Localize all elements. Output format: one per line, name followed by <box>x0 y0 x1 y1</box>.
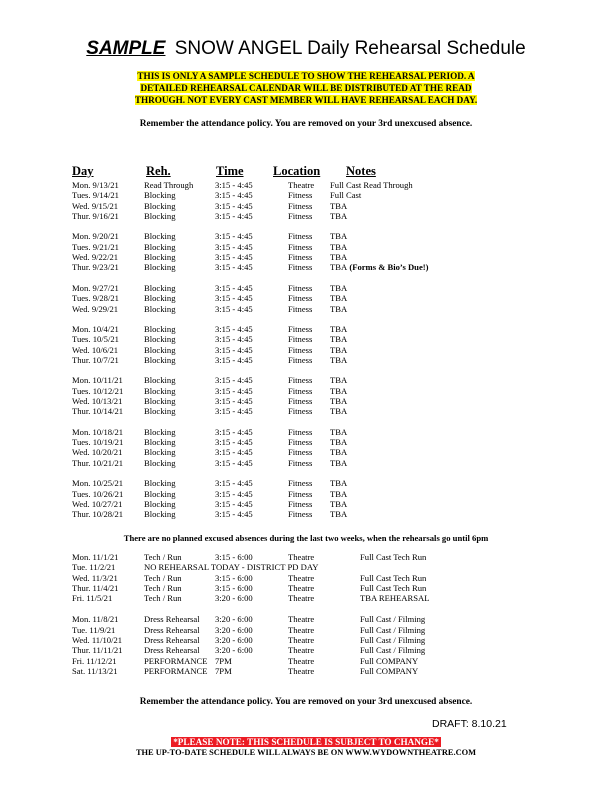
row-rehearsal: PERFORMANCE <box>144 655 208 666</box>
row-notes-text: TBA <box>330 231 348 242</box>
row-location: Fitness <box>288 211 313 221</box>
row-location: Fitness <box>288 262 313 273</box>
row-notes-text: TBA <box>330 252 348 263</box>
row-location: Theatre <box>288 593 315 604</box>
row-time: 3:15 - 6:00 <box>215 572 253 583</box>
row-notes-text: TBA <box>330 375 348 386</box>
row-location: Fitness <box>288 282 313 293</box>
row-rehearsal: NO REHEARSAL TODAY - DISTRICT PD DAY <box>144 562 319 573</box>
row-time: 3:20 - 6:00 <box>215 624 253 635</box>
row-location: Theatre <box>288 572 315 583</box>
row-time: 3:15 - 4:45 <box>215 375 253 386</box>
row-location: Fitness <box>288 334 313 345</box>
schedule-row <box>0 406 612 417</box>
row-notes-text: Full Cast Tech Run <box>360 572 427 583</box>
row-rehearsal: Blocking <box>144 334 176 345</box>
title-text: SNOW ANGEL Daily Rehearsal Schedule <box>174 38 526 59</box>
schedule-row <box>0 447 612 458</box>
title-sample: SAMPLE <box>86 38 166 59</box>
schedule-row <box>0 499 612 510</box>
row-rehearsal: Tech / Run <box>144 572 182 583</box>
row-rehearsal: Dress Rehearsal <box>144 624 200 635</box>
schedule-row <box>0 211 612 222</box>
row-notes-text: TBA <box>330 344 348 355</box>
row-rehearsal: Read Through <box>144 180 194 190</box>
row-notes-text: TBA REHEARSAL <box>360 593 430 604</box>
row-notes-text: TBA <box>330 406 348 417</box>
row-day: Fri. 11/5/21 <box>72 593 113 604</box>
row-location: Theatre <box>288 655 315 666</box>
schedule-row <box>0 355 612 366</box>
row-time: 3:15 - 4:45 <box>215 211 253 221</box>
row-location: Theatre <box>288 665 315 676</box>
row-day: Thur. 10/7/21 <box>72 354 119 365</box>
row-location: Fitness <box>288 426 313 437</box>
row-day: Mon. 10/25/21 <box>72 478 124 489</box>
schedule-row <box>0 562 612 573</box>
row-rehearsal: Blocking <box>144 375 176 386</box>
draft-date: DRAFT: 8.10.21 <box>432 718 507 730</box>
row-day: Thur. 10/28/21 <box>72 509 124 520</box>
schedule-row <box>0 283 612 294</box>
change-notice-text: *PLEASE NOTE: THIS SCHEDULE IS SUBJECT TO CHANGE* <box>173 737 439 747</box>
row-location: Theatre <box>288 552 315 562</box>
row-notes-due: (Forms & Bio’s Due!) <box>347 262 429 273</box>
row-time: 3:15 - 4:45 <box>215 293 253 304</box>
row-time: 3:15 - 6:00 <box>215 583 253 593</box>
row-notes-text: TBA <box>330 385 348 396</box>
website-note: THE UP-TO-DATE SCHEDULE WILL ALWAYS BE ON WWW.WYDOWNTHEATRE.COM <box>135 748 477 757</box>
row-day: Wed. 9/22/21 <box>72 252 119 263</box>
row-day: Fri. 11/12/21 <box>72 655 117 666</box>
row-location: Theatre <box>288 645 315 656</box>
row-day: Thur. 11/11/21 <box>72 645 123 656</box>
schedule-row <box>0 231 612 242</box>
row-notes <box>330 304 347 315</box>
row-location: Fitness <box>288 190 313 201</box>
notice-line: DETAILED REHEARSAL CALENDAR WILL BE DISTRIBUTED AT THE READ <box>140 83 472 93</box>
attendance-policy-top: Remember the attendance policy. You are removed on your 3rd unexcused absence. <box>139 119 473 129</box>
row-notes <box>330 324 347 335</box>
row-location: Fitness <box>288 498 313 509</box>
row-day: Wed. 11/10/21 <box>72 634 123 645</box>
row-time: 3:15 - 4:45 <box>215 426 253 437</box>
row-rehearsal: Dress Rehearsal <box>144 634 200 645</box>
row-time: 3:15 - 4:45 <box>215 180 253 190</box>
row-location: Theatre <box>288 583 315 593</box>
row-day: Sat. 11/13/21 <box>72 665 118 676</box>
row-rehearsal: Blocking <box>144 241 176 252</box>
row-notes-text: TBA <box>330 509 348 520</box>
row-rehearsal: Blocking <box>144 426 176 437</box>
row-rehearsal: Blocking <box>144 211 176 221</box>
schedule-row <box>0 645 612 656</box>
page-title <box>0 38 612 60</box>
row-location: Fitness <box>288 375 313 386</box>
row-day: Tues. 10/19/21 <box>72 437 124 448</box>
row-notes-text: Full COMPANY <box>360 665 419 676</box>
row-day: Thur. 10/21/21 <box>72 457 124 468</box>
row-location: Fitness <box>288 303 313 314</box>
row-day: Mon. 10/11/21 <box>72 375 123 386</box>
row-day: Wed. 10/27/21 <box>72 498 123 509</box>
row-time: 3:15 - 4:45 <box>215 457 253 468</box>
row-location: Fitness <box>288 478 313 489</box>
row-rehearsal: Blocking <box>144 478 176 489</box>
row-location: Fitness <box>288 437 313 448</box>
row-notes-text: TBA <box>330 282 348 293</box>
row-rehearsal: Blocking <box>144 190 176 201</box>
sample-notice <box>100 70 512 106</box>
row-location: Fitness <box>288 293 313 304</box>
row-notes-text: TBA <box>330 478 348 489</box>
row-location: Fitness <box>288 241 313 252</box>
row-notes-text: TBA <box>330 241 348 252</box>
row-notes-text: Full Cast Read Through <box>330 180 413 190</box>
row-notes-text: Full COMPANY <box>360 655 419 666</box>
row-rehearsal: Tech / Run <box>144 552 182 562</box>
row-day: Wed. 10/20/21 <box>72 447 123 458</box>
header-reh: Reh. <box>146 164 171 178</box>
row-location: Fitness <box>288 457 313 468</box>
schedule-row <box>0 262 612 273</box>
row-notes-text: Full Cast / Filming <box>360 624 426 635</box>
row-notes <box>330 355 347 366</box>
row-day: Mon. 9/20/21 <box>72 231 119 242</box>
row-time: 3:15 - 4:45 <box>215 200 253 211</box>
row-rehearsal: Blocking <box>144 252 176 263</box>
row-notes-text: Full Cast / Filming <box>360 614 426 625</box>
row-time: 3:15 - 4:45 <box>215 498 253 509</box>
row-notes-text: TBA <box>330 293 348 304</box>
row-day: Thur. 9/16/21 <box>72 211 119 221</box>
row-time: 7PM <box>215 665 232 676</box>
row-notes-text: TBA <box>330 262 348 273</box>
row-notes-text: TBA <box>330 437 348 448</box>
row-notes-text: TBA <box>330 457 348 468</box>
row-location: Fitness <box>288 509 313 520</box>
row-time: 3:15 - 4:45 <box>215 241 253 252</box>
row-notes-text: Full Cast / Filming <box>360 634 426 645</box>
excused-absence-note: There are no planned excused absences during the last two weeks, when the rehearsals go until 6pm <box>123 533 489 543</box>
row-rehearsal: Blocking <box>144 509 176 520</box>
row-time: 3:15 - 4:45 <box>215 478 253 489</box>
schedule-row <box>0 666 612 677</box>
row-day: Wed. 10/6/21 <box>72 344 119 355</box>
row-day: Mon. 11/8/21 <box>72 614 119 625</box>
row-notes-text: TBA <box>330 303 348 314</box>
row-rehearsal: Blocking <box>144 488 176 499</box>
row-location: Fitness <box>288 200 313 211</box>
row-rehearsal: Blocking <box>144 344 176 355</box>
row-location: Theatre <box>288 180 315 190</box>
row-location: Fitness <box>288 354 313 365</box>
row-rehearsal: Blocking <box>144 396 176 406</box>
row-day: Wed. 9/29/21 <box>72 303 119 314</box>
row-notes <box>330 231 347 242</box>
row-time: 3:15 - 4:45 <box>215 323 253 334</box>
row-notes <box>330 509 347 520</box>
row-rehearsal: Tech / Run <box>144 593 182 604</box>
row-time: 3:15 - 4:45 <box>215 447 253 458</box>
row-notes <box>330 406 347 417</box>
schedule-row <box>0 458 612 469</box>
row-day: Thur. 9/23/21 <box>72 262 119 273</box>
row-location: Fitness <box>288 406 313 417</box>
row-rehearsal: Blocking <box>144 262 176 273</box>
row-rehearsal: Blocking <box>144 303 176 314</box>
row-day: Tue. 11/9/21 <box>72 624 116 635</box>
attendance-policy-bottom: Remember the attendance policy. You are removed on your 3rd unexcused absence. <box>139 697 473 707</box>
row-location: Theatre <box>288 624 315 635</box>
row-location: Theatre <box>288 614 315 625</box>
header-location: Location <box>273 164 321 178</box>
row-notes <box>330 190 361 201</box>
header-notes: Notes <box>346 164 376 178</box>
row-day: Mon. 9/13/21 <box>72 180 119 190</box>
row-time: 3:15 - 4:45 <box>215 231 253 242</box>
row-rehearsal: Blocking <box>144 200 176 211</box>
row-notes-text: TBA <box>330 426 348 437</box>
row-rehearsal: Blocking <box>144 406 176 417</box>
schedule-row <box>0 304 612 315</box>
row-time: 3:20 - 6:00 <box>215 614 253 625</box>
row-location: Fitness <box>288 231 313 242</box>
row-rehearsal: Blocking <box>144 323 176 334</box>
row-time: 3:20 - 6:00 <box>215 645 253 656</box>
row-time: 3:15 - 4:45 <box>215 488 253 499</box>
row-rehearsal: Blocking <box>144 498 176 509</box>
row-notes <box>360 593 429 604</box>
row-day: Tues. 9/21/21 <box>72 241 119 252</box>
row-time: 3:15 - 4:45 <box>215 354 253 365</box>
row-location: Fitness <box>288 488 313 499</box>
notice-line: THIS IS ONLY A SAMPLE SCHEDULE TO SHOW THE REHEARSAL PERIOD. A <box>137 71 475 81</box>
row-time: 3:20 - 6:00 <box>215 634 253 645</box>
header-time: Time <box>216 164 244 178</box>
row-rehearsal: Blocking <box>144 437 176 448</box>
row-rehearsal: PERFORMANCE <box>144 665 208 676</box>
row-day: Thur. 10/14/21 <box>72 406 124 417</box>
row-notes-text: TBA <box>330 323 348 334</box>
row-notes <box>330 283 347 294</box>
row-rehearsal: Blocking <box>144 354 176 365</box>
row-location: Fitness <box>288 323 313 334</box>
row-time: 3:15 - 4:45 <box>215 252 253 263</box>
row-location: Fitness <box>288 252 313 263</box>
row-time: 3:15 - 4:45 <box>215 303 253 314</box>
row-time: 3:15 - 4:45 <box>215 406 253 417</box>
row-day: Wed. 9/15/21 <box>72 200 119 211</box>
row-notes <box>330 499 347 510</box>
row-notes-text: TBA <box>330 334 348 345</box>
row-notes-text: TBA <box>330 354 348 365</box>
schedule-row <box>0 593 612 604</box>
row-rehearsal: Blocking <box>144 457 176 468</box>
row-rehearsal: Tech / Run <box>144 583 182 593</box>
row-time: 3:15 - 4:45 <box>215 509 253 520</box>
row-rehearsal: Blocking <box>144 293 176 304</box>
schedule-row <box>0 509 612 520</box>
row-notes-text: TBA <box>330 488 348 499</box>
row-rehearsal: Blocking <box>144 282 176 293</box>
row-time: 7PM <box>215 655 232 666</box>
row-notes-text: TBA <box>330 396 348 406</box>
row-rehearsal: Blocking <box>144 385 176 396</box>
row-notes <box>330 262 429 273</box>
notice-line: THROUGH. NOT EVERY CAST MEMBER WILL HAVE REHEARSAL EACH DAY. <box>134 95 478 105</box>
row-time: 3:15 - 4:45 <box>215 437 253 448</box>
row-day: Mon. 9/27/21 <box>72 282 119 293</box>
row-time: 3:20 - 6:00 <box>215 593 253 604</box>
row-location: Fitness <box>288 396 313 406</box>
row-rehearsal: Dress Rehearsal <box>144 645 200 656</box>
row-time: 3:15 - 4:45 <box>215 334 253 345</box>
row-time: 3:15 - 4:45 <box>215 282 253 293</box>
row-day: Tues. 9/28/21 <box>72 293 119 304</box>
row-location: Fitness <box>288 344 313 355</box>
row-notes-text: Full Cast Tech Run <box>360 552 427 562</box>
schedule-row <box>0 324 612 335</box>
row-rehearsal: Blocking <box>144 231 176 242</box>
row-notes <box>360 666 418 677</box>
row-notes-text: Full Cast Tech Run <box>360 583 427 593</box>
row-day: Wed. 10/13/21 <box>72 396 123 406</box>
row-day: Wed. 11/3/21 <box>72 572 118 583</box>
header-day: Day <box>72 164 94 178</box>
row-day: Mon. 11/1/21 <box>72 552 119 562</box>
row-rehearsal: Dress Rehearsal <box>144 614 200 625</box>
row-time: 3:15 - 6:00 <box>215 552 253 562</box>
row-notes-text: Full Cast <box>330 190 362 201</box>
row-location: Fitness <box>288 385 313 396</box>
row-notes <box>330 447 347 458</box>
row-location: Theatre <box>288 634 315 645</box>
row-notes <box>360 645 425 656</box>
row-location: Fitness <box>288 447 313 458</box>
schedule-row <box>0 190 612 201</box>
row-day: Tues. 10/26/21 <box>72 488 124 499</box>
row-notes-text: TBA <box>330 498 348 509</box>
row-day: Tue. 11/2/21 <box>72 562 116 573</box>
row-time: 3:15 - 4:45 <box>215 385 253 396</box>
row-time: 3:15 - 4:45 <box>215 262 253 273</box>
row-time: 3:15 - 4:45 <box>215 344 253 355</box>
row-time: 3:15 - 4:45 <box>215 190 253 201</box>
row-notes <box>330 211 347 222</box>
row-rehearsal: Blocking <box>144 447 176 458</box>
row-notes-text: TBA <box>330 447 348 458</box>
row-day: Tues. 9/14/21 <box>72 190 119 201</box>
row-day: Thur. 11/4/21 <box>72 583 119 593</box>
row-notes-text: TBA <box>330 200 348 211</box>
row-time: 3:15 - 4:45 <box>215 396 253 406</box>
row-notes-text: Full Cast / Filming <box>360 645 426 656</box>
row-day: Tues. 10/12/21 <box>72 385 124 396</box>
row-notes-text: TBA <box>330 211 348 221</box>
row-day: Mon. 10/18/21 <box>72 426 124 437</box>
row-day: Tues. 10/5/21 <box>72 334 119 345</box>
row-day: Mon. 10/4/21 <box>72 323 119 334</box>
row-notes <box>330 458 347 469</box>
